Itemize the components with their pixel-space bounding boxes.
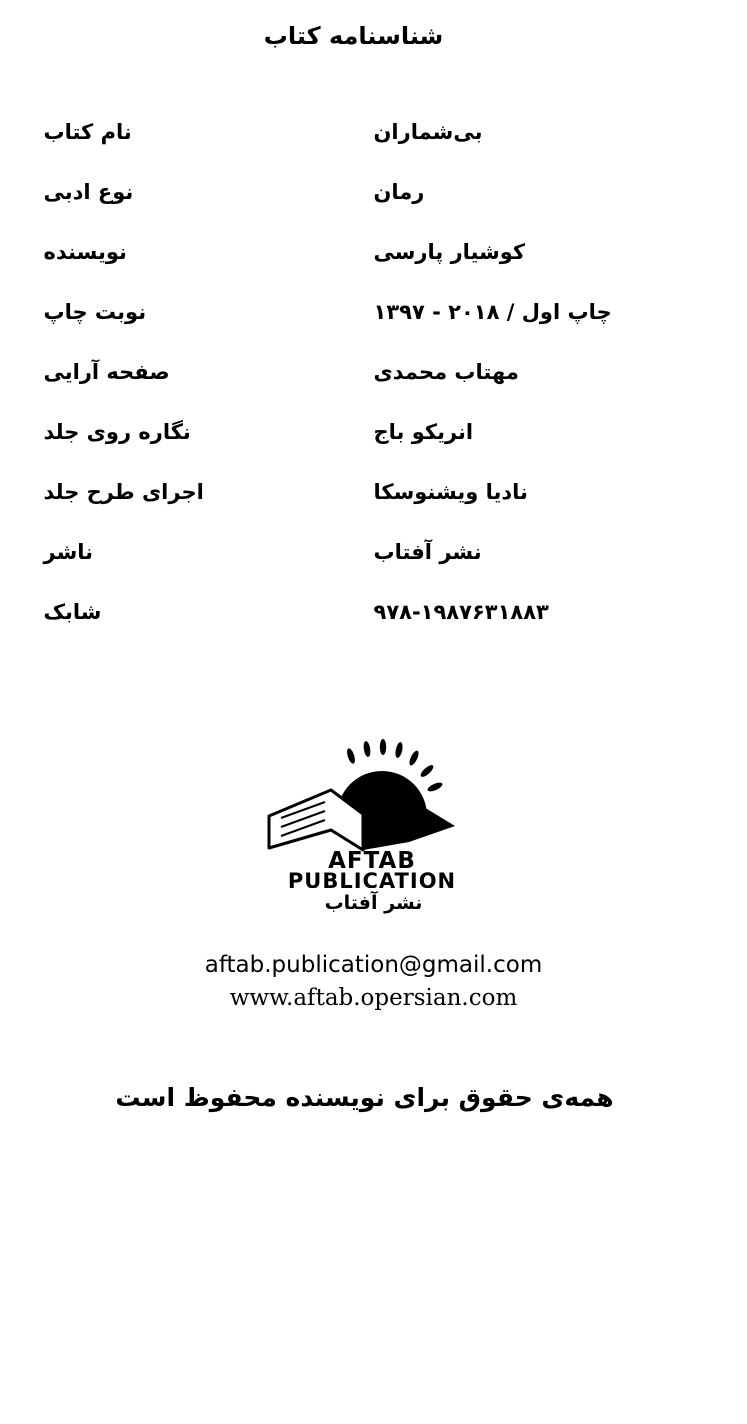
logo-wordmark-bottom: PUBLICATION (287, 869, 456, 888)
info-label: ناشر (43, 540, 93, 564)
book-info-table (44, 102, 704, 642)
info-label: شابک (43, 600, 102, 624)
publisher-logo-block (0, 738, 747, 914)
publisher-caption: نشر آفتاب (324, 892, 423, 914)
table-row (44, 522, 704, 582)
contact-block (0, 952, 747, 1011)
table-row (44, 102, 704, 162)
book-info-body (44, 102, 704, 642)
info-value: نادیا ویشنوسکا (373, 480, 528, 504)
table-row (44, 402, 704, 462)
table-row (44, 462, 704, 522)
table-row (44, 282, 704, 342)
info-label: نویسنده (43, 240, 127, 264)
logo-wordmark-top: AFTAB (327, 848, 416, 874)
aftab-publication-logo-icon (259, 738, 489, 888)
info-value: ۹۷۸-۱۹۸۷۶۳۱۸۸۳ (373, 600, 549, 624)
info-value: کوشیار پارسی (373, 240, 526, 264)
table-row (44, 222, 704, 282)
info-label: نوبت چاپ (43, 300, 147, 324)
rights-notice: همه‌ی حقوق برای نویسنده محفوظ است (115, 1083, 614, 1112)
publisher-website[interactable]: www.aftab.opersian.com (229, 985, 518, 1011)
info-label: نوع ادبی (43, 180, 134, 204)
info-value: چاپ اول / ۲۰۱۸ - ۱۳۹۷ (373, 300, 612, 324)
info-value: انریکو باج (373, 420, 474, 444)
info-label: نگاره روی جلد (43, 420, 191, 444)
info-value: نشر آفتاب (373, 540, 482, 564)
info-value: رمان (373, 180, 425, 204)
publisher-email[interactable]: aftab.publication@gmail.com (204, 952, 543, 978)
info-value: مهتاب محمدی (373, 360, 519, 384)
info-label: اجرای طرح جلد (43, 480, 204, 504)
page-title: شناسنامه کتاب (263, 22, 444, 50)
table-row (44, 162, 704, 222)
table-row (44, 582, 704, 642)
table-row (44, 342, 704, 402)
info-label: صفحه آرایی (43, 360, 170, 384)
info-label: نام کتاب (43, 120, 132, 144)
info-value: بی‌شماران (373, 120, 483, 144)
